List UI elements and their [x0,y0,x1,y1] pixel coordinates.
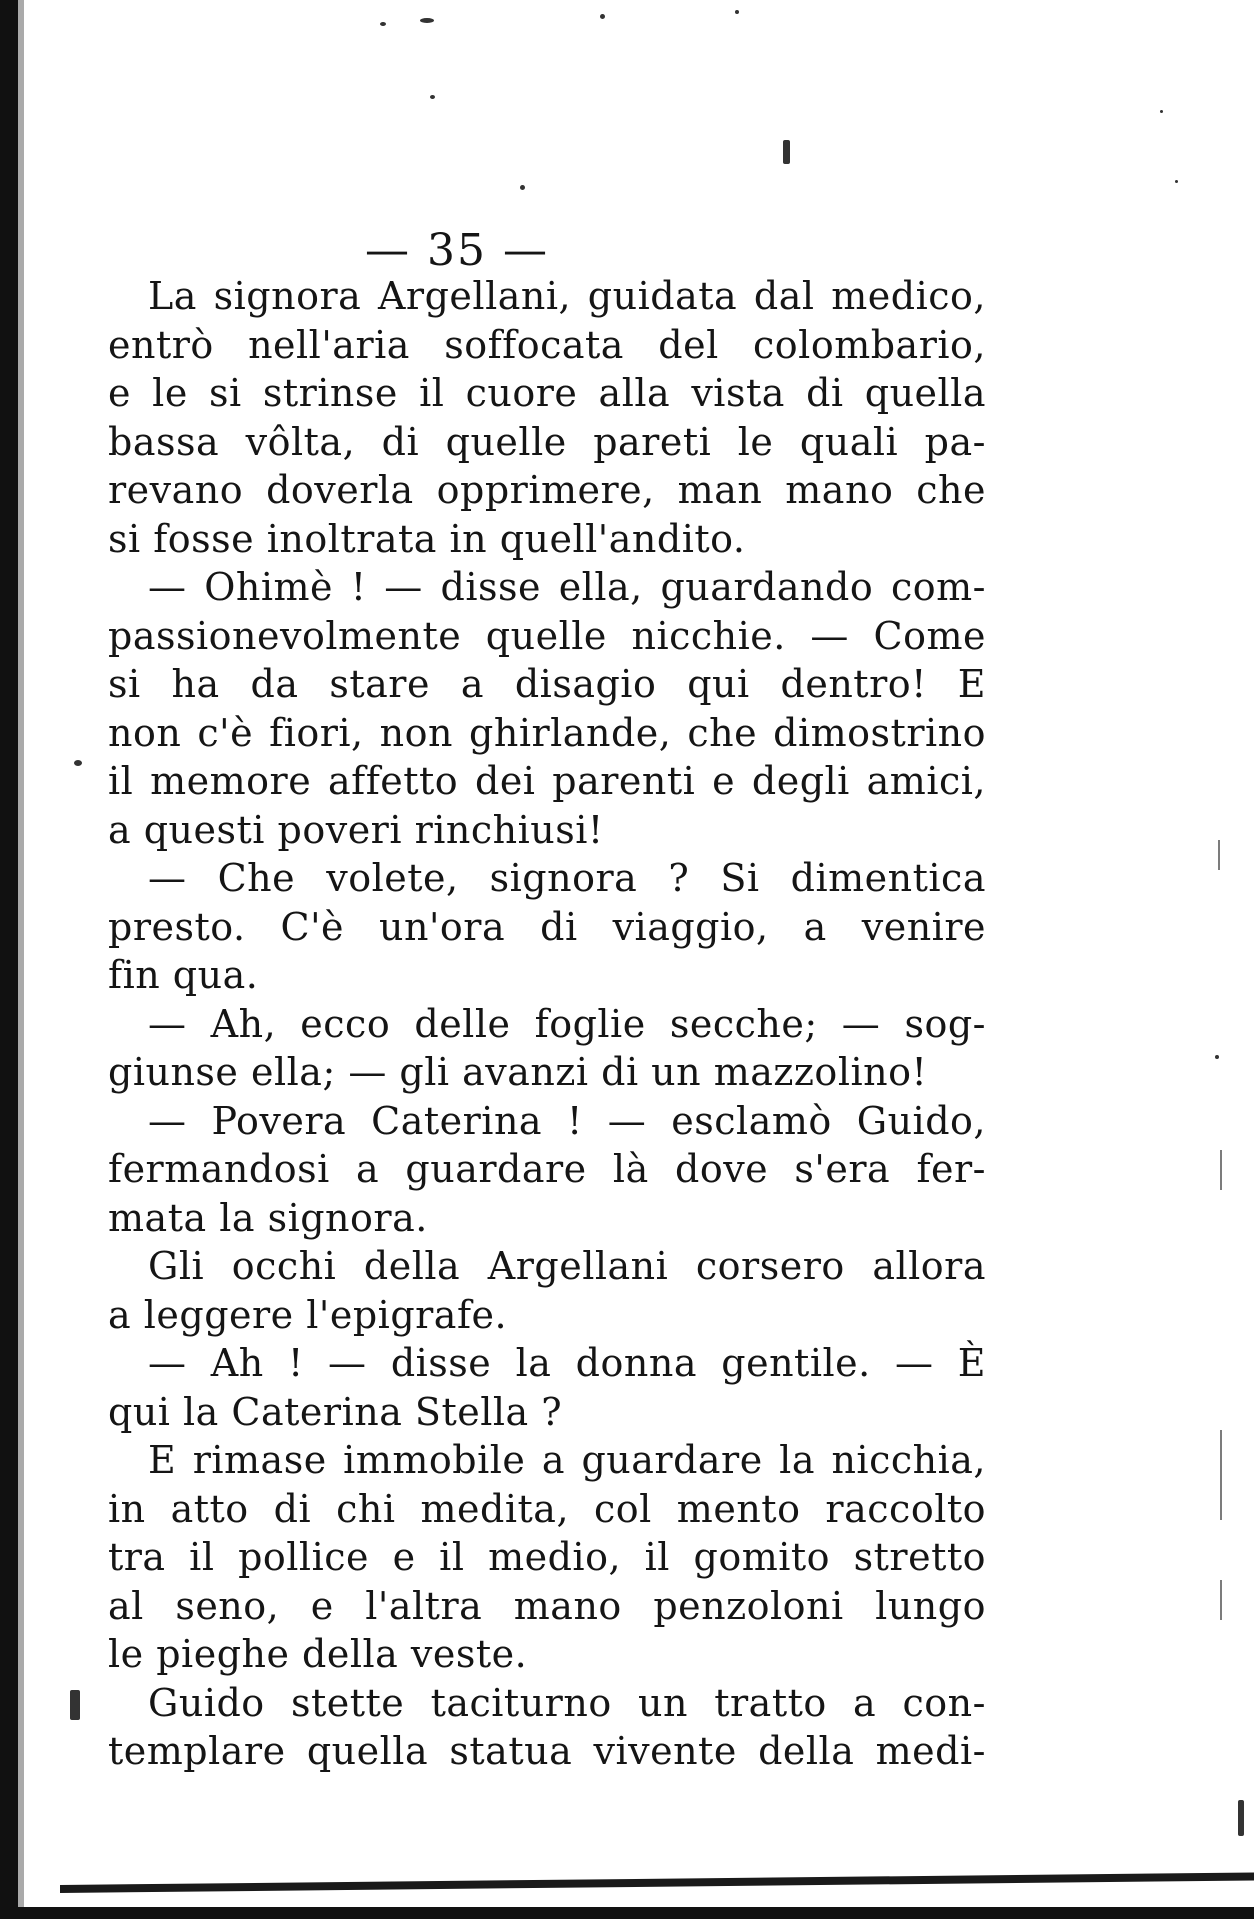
text-line: in atto di chi medita, col mento raccolto [108,1486,986,1531]
text-line: al seno, e l'altra mano penzoloni lungo [108,1583,986,1628]
text-line: templare quella statua vivente della medi- [108,1729,986,1773]
text-line: E rimase immobile a guardare la nicchia, [148,1438,986,1482]
text-line: si ha da stare a disagio qui dentro! E [108,662,986,706]
scan-speck [74,760,82,766]
scan-speck [783,140,790,164]
text-line: giunse ella; — gli avanzi di un mazzolino! [108,1050,928,1094]
text-line: mata la signora. [108,1195,428,1240]
scan-speck [70,1690,80,1720]
page-number: — 35 — [365,225,549,276]
scan-margin-mark [1220,1150,1222,1190]
text-line: Guido stette taciturno un tratto a con- [148,1680,986,1725]
text-line: il memore affetto dei parenti e degli amici, [108,759,986,803]
body-text [108,272,986,1776]
scan-bottom-rule [60,1872,1254,1893]
scan-speck [430,95,435,99]
text-line: revano doverla opprimere, man mano che [108,468,986,512]
scan-speck [600,14,605,19]
text-line: — Povera Caterina ! — esclamò Guido, [148,1098,986,1143]
scan-margin-mark [1218,840,1220,870]
scan-margin-mark [1220,1580,1222,1620]
text-line: non c'è fiori, non ghirlande, che dimostrino [108,710,986,755]
text-line: Gli occhi della Argellani corsero allora [148,1244,986,1288]
text-line: passionevolmente quelle nicchie. — Come [108,613,986,658]
scan-speck [735,10,739,14]
text-line: — Ah ! — disse la donna gentile. — È [148,1341,986,1385]
text-line: — Ah, ecco delle foglie secche; — sog- [148,1001,986,1046]
text-line: tra il pollice e il medio, il gomito stretto [108,1535,986,1579]
text-line: presto. C'è un'ora di viaggio, a venire [108,904,986,949]
scan-bottom-edge [0,1907,1254,1919]
scan-speck [1238,1800,1244,1836]
text-line: a questi poveri rinchiusi! [108,807,604,852]
text-line: — Che volete, signora ? Si dimentica [148,856,986,900]
scan-left-edge [0,0,18,1919]
scan-speck [1160,110,1163,113]
scan-speck [1215,1055,1219,1059]
text-line: si fosse inoltrata in quell'andito. [108,516,746,561]
text-line: le pieghe della veste. [108,1632,528,1676]
text-line: La signora Argellani, guidata dal medico, [148,274,986,318]
text-line: qui la Caterina Stella ? [108,1389,563,1434]
text-line: e le si strinse il cuore alla vista di quella [108,371,986,415]
scan-speck [420,18,434,23]
scan-left-shadow [18,0,24,1919]
text-line: fin qua. [108,953,259,997]
text-line: entrò nell'aria soffocata del colombario, [108,322,986,367]
text-line: bassa vôlta, di quelle pareti le quali pa- [108,419,986,464]
text-line: — Ohimè ! — disse ella, guardando com- [148,565,986,609]
scan-speck [1175,180,1178,183]
scan-margin-mark [1220,1430,1222,1520]
scan-speck [380,22,386,26]
scan-speck [520,185,525,190]
text-line: a leggere l'epigrafe. [108,1292,508,1337]
text-line: fermandosi a guardare là dove s'era fer- [108,1147,986,1191]
